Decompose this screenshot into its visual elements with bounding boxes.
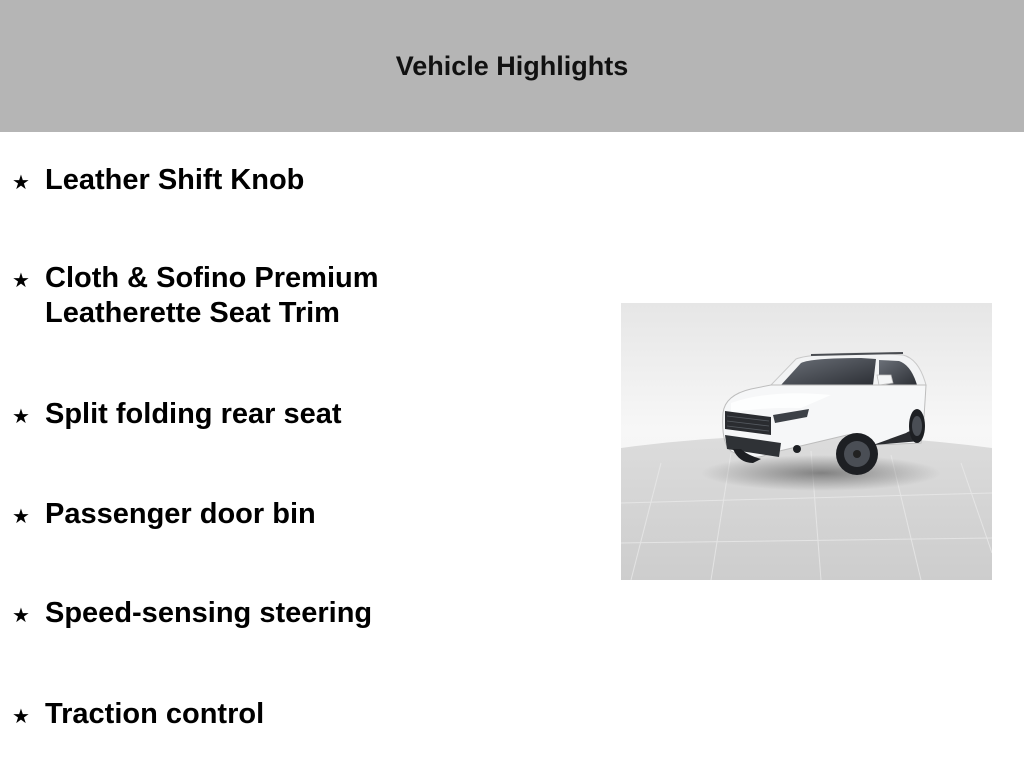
highlight-label: Leather Shift Knob (45, 164, 305, 196)
rear-wheel (909, 409, 925, 443)
star-icon: ★ (12, 268, 30, 292)
highlight-label: Cloth & Sofino Premium Leatherette Seat Trim (45, 262, 379, 329)
highlight-label: Traction control (45, 698, 265, 730)
front-wheel (836, 433, 878, 475)
highlight-label: Speed-sensing steering (45, 597, 373, 629)
list-item (12, 498, 572, 532)
list-item (12, 398, 572, 432)
star-icon: ★ (12, 603, 30, 627)
highlight-label: Passenger door bin (45, 498, 316, 530)
page-title: Vehicle Highlights (395, 50, 629, 81)
star-icon: ★ (12, 404, 30, 428)
vehicle-photo (621, 303, 992, 580)
list-item (12, 262, 572, 331)
star-icon: ★ (12, 504, 30, 528)
star-icon: ★ (12, 170, 30, 194)
list-item (12, 698, 572, 732)
vehicle-illustration (621, 303, 992, 580)
highlight-label: Split folding rear seat (45, 398, 342, 430)
star-icon: ★ (12, 704, 30, 728)
list-item (12, 597, 572, 631)
list-item (12, 164, 572, 198)
